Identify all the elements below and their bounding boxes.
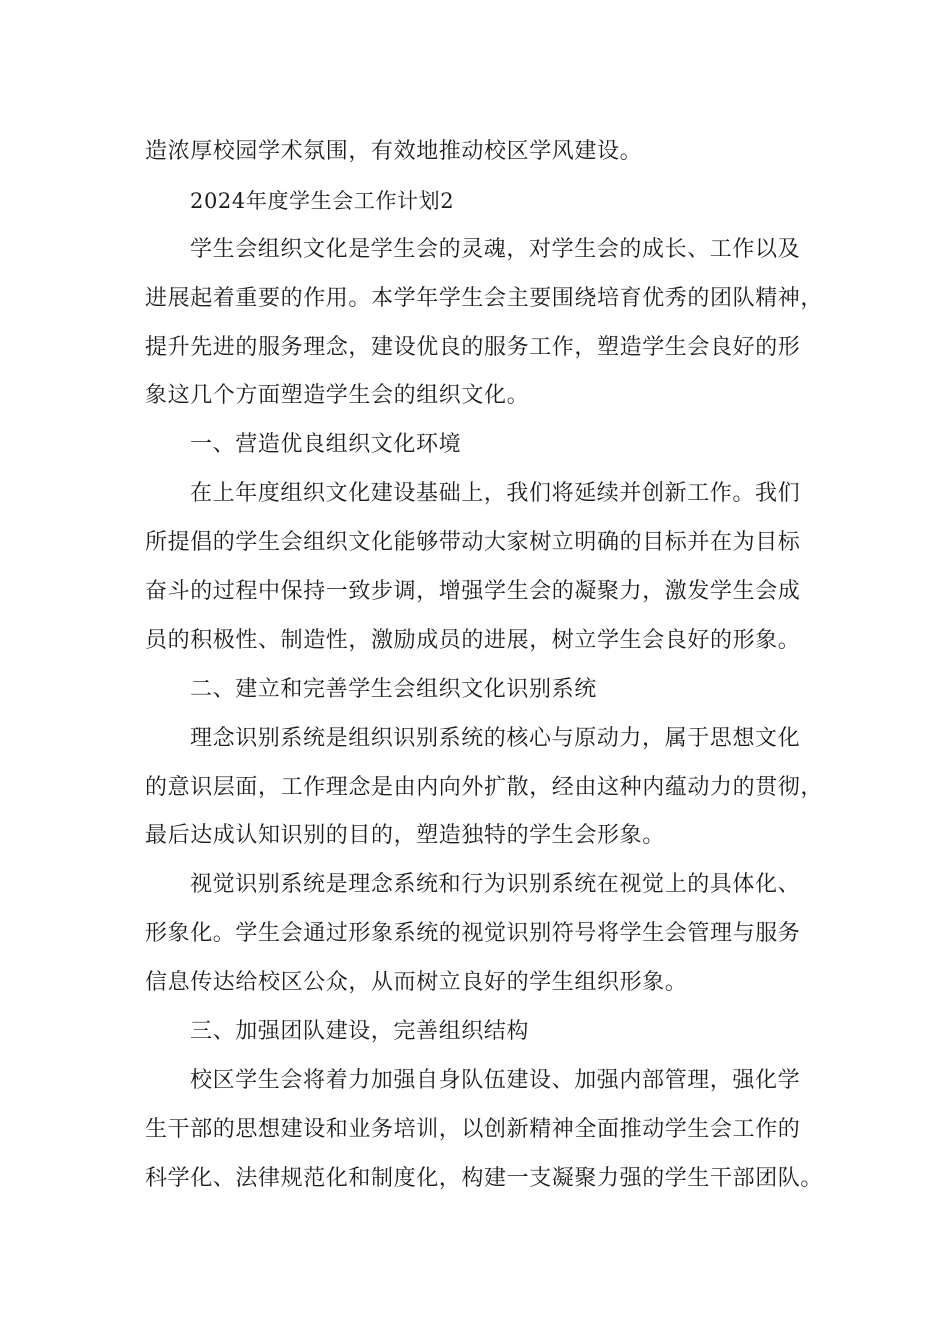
paragraph-line: 员的积极性、制造性，激励成员的进展，树立学生会良好的形象。: [145, 627, 801, 653]
section-title: 2024年度学生会工作计划2: [190, 188, 455, 213]
paragraph-line: 所提倡的学生会组织文化能够带动大家树立明确的目标并在为目标: [145, 530, 801, 556]
paragraph-line: 提升先进的服务理念，建设优良的服务工作，塑造学生会良好的形: [145, 334, 801, 360]
paragraph-line: 象这几个方面塑造学生会的组织文化。: [145, 383, 530, 409]
document-body: [145, 128, 825, 1204]
paragraph-line: 信息传达给校区公众，从而树立良好的学生组织形象。: [145, 970, 688, 996]
paragraph-line: 在上年度组织文化建设基础上，我们将延续并创新工作。我们: [190, 481, 801, 507]
paragraph-line: 理念识别系统是组织识别系统的核心与原动力，属于思想文化: [190, 725, 801, 751]
paragraph-line: 科学化、法律规范化和制度化，构建一支凝聚力强的学生干部团队。: [145, 1165, 824, 1191]
paragraph-line: 的意识层面，工作理念是由内向外扩散，经由这种内蕴动力的贯彻，: [145, 774, 824, 800]
paragraph-continuation-line: 造浓厚校园学术氛围，有效地推动校区学风建设。: [145, 139, 643, 164]
paragraph-line: 最后达成认知识别的目的，塑造独特的学生会形象。: [145, 823, 665, 849]
paragraph-line: 进展起着重要的作用。本学年学生会主要围绕培育优秀的团队精神，: [145, 285, 824, 311]
paragraph-line: 视觉识别系统是理念系统和行为识别系统在视觉上的具体化、: [190, 872, 801, 898]
paragraph-line: 生干部的思想建设和业务培训，以创新精神全面推动学生会工作的: [145, 1116, 801, 1142]
paragraph-line: 形象化。学生会通过形象系统的视觉识别符号将学生会管理与服务: [145, 921, 801, 947]
paragraph-line: 奋斗的过程中保持一致步调，增强学生会的凝聚力，激发学生会成: [145, 579, 801, 605]
heading-one: 一、营造优良组织文化环境: [190, 432, 462, 458]
heading-two: 二、建立和完善学生会组织文化识别系统: [190, 676, 597, 702]
paragraph-line: 学生会组织文化是学生会的灵魂，对学生会的成长、工作以及: [190, 236, 801, 262]
paragraph-line: 校区学生会将着力加强自身队伍建设、加强内部管理，强化学: [190, 1067, 801, 1093]
heading-three: 三、加强团队建设，完善组织结构: [190, 1019, 530, 1045]
